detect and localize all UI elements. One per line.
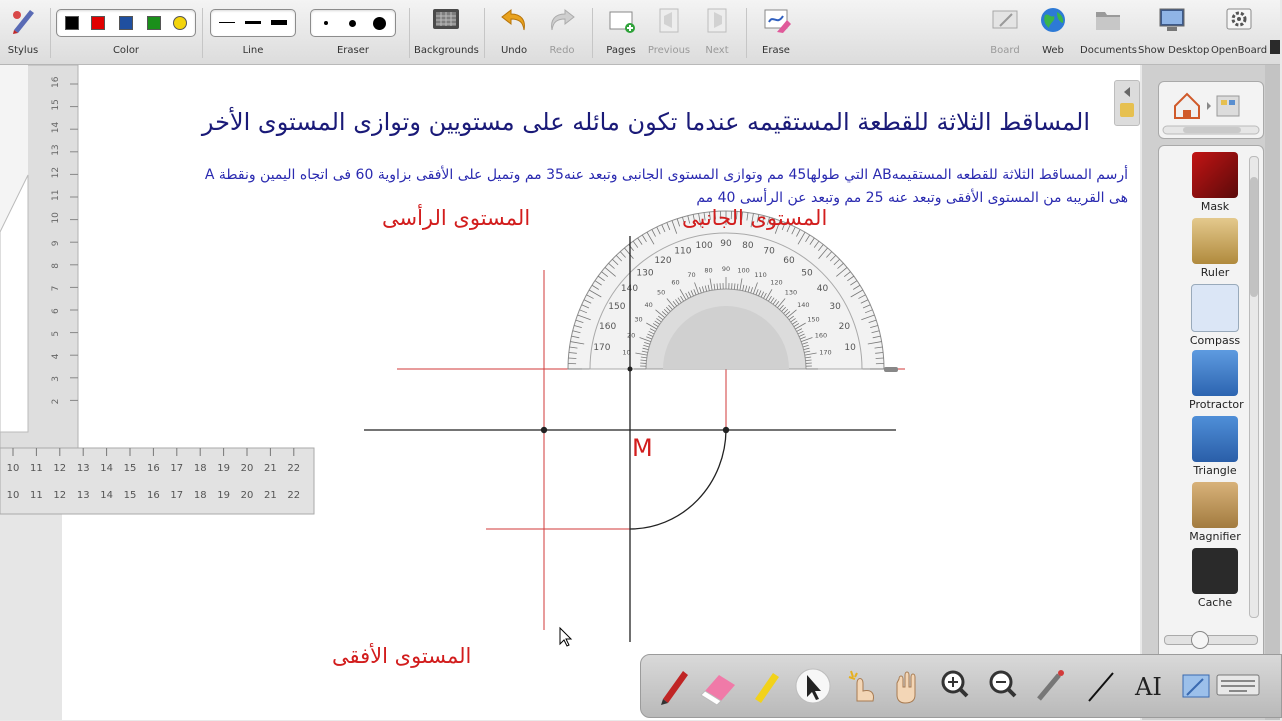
vertical-ruler-tick-label: 2	[51, 399, 61, 405]
main-toolbar	[0, 0, 1280, 65]
mask-icon	[1192, 152, 1238, 198]
vertical-ruler-tick-label: 6	[51, 308, 61, 314]
stylus-palette	[640, 654, 1282, 718]
globe-icon	[1038, 6, 1068, 34]
ruler-tick-label: 15	[124, 463, 137, 474]
capture-tool-icon[interactable]	[1183, 675, 1209, 697]
exercise-text	[128, 164, 1128, 210]
toolbar-separator	[484, 8, 485, 58]
toolbar-separator	[202, 8, 203, 58]
backgrounds-icon	[431, 6, 461, 34]
ruler-tick-label: 18	[194, 463, 207, 474]
add-page-icon	[606, 6, 636, 34]
ruler-tick-label: 14	[100, 490, 113, 501]
protractor-outer-label: 70	[763, 247, 775, 257]
protractor-inner-label: 130	[785, 289, 797, 297]
color-swatch-green[interactable]	[147, 16, 161, 30]
highlighter-tool-icon[interactable]	[755, 673, 779, 703]
ruler-tick-label: 12	[53, 463, 66, 474]
web-button[interactable]: Web	[1030, 0, 1076, 64]
eraser-medium-option[interactable]	[349, 20, 356, 27]
protractor-outer-label: 90	[720, 239, 732, 249]
ruler-tick-label: 14	[100, 463, 113, 474]
point-m-label: M	[632, 434, 653, 462]
vertical-ruler-tick-label: 7	[51, 286, 61, 292]
line-group: Line	[210, 0, 296, 64]
vertical-ruler-tick-label: 4	[51, 353, 61, 359]
protractor-inner-label: 20	[627, 331, 635, 339]
chevron-left-icon	[1115, 81, 1139, 125]
label-horizontal-plane: المستوى الأفقى	[332, 644, 471, 668]
library-item-protractor[interactable]: Protractor	[1189, 350, 1241, 411]
protractor-inner-label: 80	[704, 267, 712, 275]
ruler-tick-label: 19	[217, 463, 230, 474]
next-page-icon	[702, 6, 732, 34]
eraser-tool-icon[interactable]	[701, 675, 735, 705]
protractor-tick	[568, 358, 576, 359]
triangle-icon	[1192, 416, 1238, 462]
vertical-ruler-tick-label: 14	[51, 121, 61, 133]
vertical-ruler-tick-label: 11	[51, 190, 61, 201]
interact-tool-icon[interactable]	[849, 671, 874, 701]
toolbar-scroll-handle[interactable]	[1270, 40, 1280, 54]
erase-icon	[761, 6, 791, 34]
pen-tool-icon[interactable]	[661, 671, 688, 705]
board-title: المساقط الثلاثة للقطعة المستقيمه عندما تكون مائله على مستويين وتوازى المستوى الأخر	[150, 108, 1090, 136]
board-icon	[990, 6, 1020, 34]
color-swatch-red[interactable]	[91, 16, 105, 30]
library-panel	[1142, 65, 1280, 720]
ruler-tick-label: 10	[7, 490, 20, 501]
vertical-ruler-tick-label: 3	[51, 376, 61, 382]
protractor-outer-label: 60	[783, 256, 795, 266]
ruler-tick-label: 16	[147, 490, 160, 501]
color-palette	[56, 9, 196, 37]
ruler-tick-label: 12	[53, 490, 66, 501]
horizontal-ruler-tool[interactable]	[0, 448, 314, 514]
undo-icon	[499, 6, 529, 34]
label-side-plane: المستوى الجانبى	[682, 206, 827, 230]
monitor-icon	[1157, 6, 1187, 34]
ruler-icon	[1192, 218, 1238, 264]
ruler-tick-label: 20	[241, 490, 254, 501]
ruler-tick-label: 13	[77, 463, 90, 474]
library-items-list	[1158, 145, 1264, 707]
toolbar-separator	[409, 8, 410, 58]
protractor-outer-label: 80	[742, 241, 754, 251]
protractor-inner-label: 150	[807, 316, 819, 324]
toolbar-separator	[746, 8, 747, 58]
mouse-cursor	[560, 628, 571, 646]
color-swatch-yellow[interactable]	[173, 16, 187, 30]
vertical-ruler-tick-label: 12	[51, 167, 61, 178]
toolbar-separator	[50, 8, 51, 58]
exercise-line-2: هى القريبه من المستوى الأفقى وتبعد عنه 25 مم وتبعد عن الرأسى 40 مم	[128, 187, 1128, 210]
library-item-mask[interactable]: Mask	[1189, 152, 1241, 213]
ruler-tick-label: 19	[217, 490, 230, 501]
protractor-inner-label: 60	[671, 279, 679, 287]
library-item-triangle[interactable]: Triangle	[1189, 416, 1241, 477]
gear-icon	[1224, 6, 1254, 34]
redo-icon	[547, 6, 577, 34]
color-group: Color	[56, 0, 196, 64]
ruler-tick-label: 21	[264, 490, 277, 501]
stylus-icon	[8, 6, 38, 34]
protractor-outer-label: 160	[599, 322, 616, 332]
vertical-ruler-tick-label: 13	[51, 144, 61, 155]
scrollbar[interactable]	[1249, 156, 1259, 618]
protractor-outer-label: 140	[621, 284, 638, 294]
protractor-icon	[1192, 350, 1238, 396]
ruler-tick-label: 20	[241, 463, 254, 474]
home-icon[interactable]	[1175, 94, 1199, 118]
keyboard-icon[interactable]	[1217, 675, 1259, 695]
ruler-tick-label: 17	[170, 463, 183, 474]
stylus-palette-icons	[641, 655, 1281, 717]
redo-button[interactable]: Redo	[538, 0, 586, 64]
eraser-small-option[interactable]	[324, 21, 328, 25]
protractor-outer-label: 170	[593, 343, 610, 353]
line-width-selector	[210, 9, 296, 37]
protractor-outer-label: 100	[696, 241, 713, 251]
vertical-ruler-tick-label: 5	[51, 331, 61, 337]
eraser-group: Eraser	[310, 0, 396, 64]
next-page-button[interactable]: Next	[694, 0, 740, 64]
library-nav-icons	[1159, 82, 1263, 138]
board-button[interactable]: Board	[982, 0, 1028, 64]
erase-button[interactable]: Erase	[752, 0, 800, 64]
compass-icon	[1191, 284, 1239, 332]
ruler-tick-label: 10	[7, 463, 20, 474]
color-swatch-blue[interactable]	[119, 16, 133, 30]
construction-points	[541, 367, 729, 434]
backgrounds-button[interactable]: Backgrounds	[414, 0, 478, 64]
ruler-tick-label: 22	[287, 463, 300, 474]
protractor-handle[interactable]	[884, 367, 898, 372]
protractor-inner-label: 10	[622, 348, 630, 356]
thumbnail-size-slider[interactable]	[1164, 635, 1258, 645]
vertical-ruler-tick-label: 9	[51, 240, 61, 246]
whiteboard-canvas[interactable]	[62, 65, 1140, 720]
library-folder-icon[interactable]	[1217, 96, 1239, 116]
line-medium-option[interactable]	[245, 21, 261, 24]
ruler-tick-label: 21	[264, 463, 277, 474]
library-item-magnifier[interactable]: Magnifier	[1189, 482, 1241, 543]
zoom-out-icon[interactable]	[991, 672, 1015, 696]
documents-button[interactable]: Documents	[1080, 0, 1136, 64]
line-tool-icon[interactable]	[1089, 673, 1113, 701]
cache-icon	[1192, 548, 1238, 594]
hand-tool-icon[interactable]	[897, 672, 915, 703]
protractor-inner-label: 90	[722, 265, 730, 273]
ruler-tick-label: 18	[194, 490, 207, 501]
exercise-line-1: أرسم المساقط الثلاثة للقطعه المستقيمهAB التي طولها45 مم وتوازى المستوى الجانبى وتبعد عنه35 مم وتميل على الأفقى بزاوية 60 فى اتجاه اليمين ونقطة A	[128, 164, 1128, 187]
ruler-tick-label: 15	[124, 490, 137, 501]
vertical-ruler-tick-label: 15	[51, 99, 61, 110]
protractor-tick	[876, 358, 884, 359]
laser-pointer-icon[interactable]	[1039, 670, 1064, 699]
protractor-outer-label: 40	[817, 284, 829, 294]
protractor-outer-label: 50	[801, 268, 813, 278]
protractor-outer-label: 20	[839, 322, 851, 332]
ruler-tick-label: 16	[147, 463, 160, 474]
stylus-button[interactable]: Stylus	[0, 0, 46, 64]
selector-tool-icon[interactable]	[796, 669, 830, 703]
ruler-tick-label: 13	[77, 490, 90, 501]
vertical-ruler-tick-label: 16	[51, 76, 61, 88]
zoom-in-icon[interactable]	[943, 672, 967, 696]
eraser-large-option[interactable]	[373, 17, 386, 30]
line-thin-option[interactable]	[219, 22, 235, 23]
panel-collapse-button[interactable]	[1114, 80, 1140, 126]
protractor-inner-label: 40	[644, 301, 652, 309]
protractor-inner-label: 30	[634, 316, 642, 324]
previous-page-button[interactable]: Previous	[644, 0, 694, 64]
protractor-tool[interactable]	[568, 211, 898, 372]
undo-button[interactable]: Undo	[490, 0, 538, 64]
protractor-outer-label: 120	[654, 256, 671, 266]
vertical-ruler-tick-label: 8	[51, 263, 61, 269]
text-tool-icon[interactable]	[1134, 673, 1162, 701]
protractor-inner-label: 160	[815, 331, 827, 339]
protractor-inner-label: 120	[770, 279, 782, 287]
protractor-outer-label: 150	[608, 302, 625, 312]
folder-icon	[1093, 6, 1123, 34]
ruler-tick-label: 22	[287, 490, 300, 501]
toolbar-separator	[592, 8, 593, 58]
ruler-tick-label: 11	[30, 463, 43, 474]
protractor-outer-label: 30	[829, 302, 841, 312]
magnifier-icon	[1192, 482, 1238, 528]
label-vertical-plane: المستوى الرأسى	[382, 206, 530, 230]
protractor-inner-label: 70	[687, 271, 695, 279]
show-desktop-button[interactable]: Show Desktop	[1138, 0, 1206, 64]
library-navigation	[1158, 81, 1264, 139]
protractor-outer-label: 130	[636, 268, 653, 278]
openboard-menu-button[interactable]: OpenBoard	[1210, 0, 1268, 64]
library-item-ruler[interactable]: Ruler	[1189, 218, 1241, 279]
pages-button[interactable]: Pages	[598, 0, 644, 64]
line-thick-option[interactable]	[271, 20, 287, 25]
protractor-outer-label: 10	[844, 343, 856, 353]
protractor-inner-label: 110	[754, 271, 766, 279]
eraser-size-selector	[310, 9, 396, 37]
vertical-ruler-tick-label: 10	[51, 212, 61, 224]
svg-text:AI: AI	[1134, 673, 1162, 701]
vertical-ruler-tool[interactable]	[0, 65, 78, 450]
library-item-cache[interactable]: Cache	[1189, 548, 1241, 609]
previous-page-icon	[654, 6, 684, 34]
protractor-outer-label: 110	[674, 247, 691, 257]
ruler-tick-label: 11	[30, 490, 43, 501]
library-item-compass[interactable]: Compass	[1189, 284, 1241, 347]
ruler-tick-label: 17	[170, 490, 183, 501]
protractor-inner-label: 100	[737, 267, 749, 275]
protractor-inner-label: 170	[819, 348, 831, 356]
color-swatch-black[interactable]	[65, 16, 79, 30]
protractor-inner-label: 140	[797, 301, 809, 309]
protractor-inner-label: 50	[657, 289, 665, 297]
right-edge-strip	[1265, 65, 1280, 720]
